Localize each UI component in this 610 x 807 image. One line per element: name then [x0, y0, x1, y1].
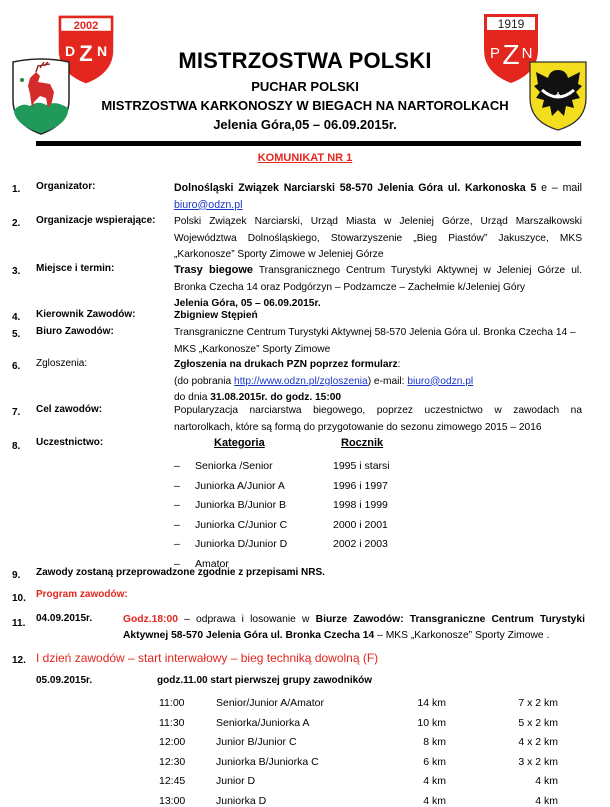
category-year: 1996 i 1997: [333, 479, 388, 492]
dash-bullet: –: [174, 518, 180, 531]
svg-text:N: N: [96, 43, 108, 59]
section-number: 4.: [12, 312, 21, 323]
program-heading: Program zawodów:: [36, 589, 128, 600]
email-link[interactable]: biuro@odzn.pl: [407, 375, 474, 387]
race-laps: 4 km: [535, 795, 558, 807]
race-laps: 7 x 2 km: [518, 697, 558, 709]
value-biuro: Transgraniczne Centrum Turystyki Aktywnej 58-570 Jelenia Góra ul. Bronka Czecha 14 – MKS „Karkonosze” Sporty Zimowe: [174, 327, 576, 355]
section-number: 11.: [12, 618, 26, 629]
race-distance: 4 km: [423, 775, 446, 788]
dzn-year: 2002: [73, 20, 99, 32]
race-laps: 4 km: [535, 775, 558, 788]
race-distance: 14 km: [417, 697, 446, 709]
category-year: 1995 i starsi: [333, 460, 390, 472]
section-number: 8.: [12, 441, 21, 452]
label-organizacje: Organizacje wspierające:: [36, 215, 156, 226]
section-number: 9.: [12, 570, 21, 581]
label-kierownik: Kierownik Zawodów:: [36, 309, 136, 320]
svg-text:P: P: [489, 45, 501, 62]
category-name: Juniorka A/Junior A: [195, 479, 285, 492]
category-name: Amator: [195, 557, 229, 570]
section-number: 7.: [12, 407, 21, 418]
dash-bullet: –: [174, 557, 180, 570]
start-time: 11:00: [159, 697, 185, 709]
value-zgloszenia: Zgłoszenia na drukach PZN poprzez formularz: (do pobrania http://www.odzn.pl/zgloszenia) e-mail: biuro@odzn.pl do dnia 31.08.2015r. do godz. 15:00: [174, 359, 474, 403]
svg-text:Z: Z: [502, 39, 520, 70]
race-category: Juniorka B/Juniorka C: [216, 755, 319, 768]
email-link[interactable]: biuro@odzn.pl: [174, 198, 243, 211]
label-biuro: Biuro Zawodów:: [36, 326, 114, 337]
section-number: 10.: [12, 593, 26, 604]
category-name: Juniorka C/Junior C: [195, 518, 288, 531]
deadline: 31.08.2015r. do godz. 15:00: [210, 392, 342, 403]
value-organizacje: Polski Związek Narciarski, Urząd Miasta w Jeleniej Górze, Urząd Marszałkowski Województwa Dolnośląskiego, Stowarzyszenie „Bieg Piastów” Jakuszyce, MKS „Karkonosze” Sporty Zimowe w Jeleniej Górze: [174, 216, 582, 260]
section-number: 5.: [12, 329, 21, 340]
svg-text:Z: Z: [79, 41, 93, 66]
race-category: Senior/Junior A/Amator: [216, 697, 324, 709]
rules-note: Zawody zostaną przeprowadzone zgodnie z przepisami NRS.: [36, 567, 325, 578]
label-organizator: Organizator:: [36, 181, 96, 192]
section-number: 6.: [12, 361, 21, 372]
subtitle-karkonosze: MISTRZOSTWA KARKONOSZY W BIEGACH NA NARTOROLKACH: [101, 98, 509, 113]
komunikat-heading: KOMUNIKAT NR 1: [257, 152, 353, 164]
column-header-rocznik: Rocznik: [341, 437, 384, 449]
start-time: 12:30: [159, 755, 186, 768]
race-category: Juniorka D: [216, 795, 267, 807]
race-category: Junior D: [216, 775, 256, 788]
zgloszenia-link[interactable]: http://www.odzn.pl/zgloszenia: [234, 375, 368, 387]
svg-text:N: N: [521, 45, 533, 62]
start-time: 12:00: [159, 736, 186, 749]
subtitle-puchar: PUCHAR POLSKI: [251, 79, 359, 94]
day1-start-note: godz.11.00 start pierwszej grupy zawodników: [157, 675, 373, 686]
value-miejsce: Trasy biegowe Transgranicznego Centrum Turystyki Aktywnej w Jeleniej Górze ul. Bronka Czecha 14 oraz Podgórzyn – Podzamcze – Zachełmie k/Jeleniej Góry Jelenia Góra, 05 – 06.09.2015r.: [174, 264, 582, 309]
organizator-name: Dolnośląski Związek Narciarski 58-570 Jelenia Góra ul. Karkonoska 5: [174, 182, 537, 194]
value-kierownik: Zbigniew Stępień: [174, 310, 258, 321]
briefing-info: Godz.18:00 – odprawa i losowanie w Biurze Zawodów: Transgraniczne Centrum Turystyki Aktywnej 58-570 Jelenia Góra ul. Bronka Czecha 14 – MKS „Karkonosze” Sporty Zimowe .: [123, 614, 585, 641]
dash-bullet: –: [174, 460, 180, 472]
race-distance: 6 km: [423, 755, 446, 768]
day1-date: 05.09.2015r.: [36, 675, 93, 686]
race-laps: 4 x 2 km: [518, 736, 558, 749]
svg-text:D: D: [64, 43, 76, 59]
briefing-time: Godz.18:00: [123, 614, 178, 625]
category-year: 2002 i 2003: [333, 538, 388, 550]
label-zgloszenia: Zgloszenia:: [36, 358, 88, 369]
subtitle-date-place: Jelenia Góra,05 – 06.09.2015r.: [213, 117, 397, 132]
day1-heading: I dzień zawodów – start interwałowy – bieg techniką dowolną (F): [36, 651, 379, 665]
section-number: 1.: [12, 184, 21, 195]
category-name: Juniorka B/Junior B: [195, 499, 287, 511]
dash-bullet: –: [174, 538, 180, 550]
race-distance: 4 km: [423, 795, 446, 807]
label-uczestnictwo: Uczestnictwo:: [36, 437, 104, 448]
pzn-year: 1919: [497, 17, 525, 31]
race-category: Seniorka/Juniorka A: [216, 716, 310, 729]
page-title: MISTRZOSTWA POLSKI: [178, 48, 432, 73]
category-year: 1998 i 1999: [333, 499, 388, 511]
section-number: 3.: [12, 266, 21, 277]
dash-bullet: –: [174, 479, 180, 492]
header-divider: [36, 141, 581, 146]
category-name: Seniorka /Senior: [195, 460, 273, 472]
race-laps: 5 x 2 km: [518, 716, 558, 729]
category-name: Juniorka D/Junior D: [195, 538, 288, 550]
dash-bullet: –: [174, 499, 180, 511]
race-distance: 10 km: [417, 716, 446, 729]
briefing-date: 04.09.2015r.: [36, 613, 93, 624]
column-header-kategoria: Kategoria: [214, 437, 265, 449]
value-organizator: Dolnośląski Związek Narciarski 58-570 Jelenia Góra ul. Karkonoska 5 e – mail biuro@odzn.pl: [174, 182, 583, 211]
section-number: 2.: [12, 218, 21, 229]
value-cel: Popularyzacja narciarstwa biegowego, poprzez uczestnictwo w zawodach na nartorolkach, które są formą do przygotowanie do sezonu zimowego 2015 – 2016: [174, 405, 582, 433]
start-time: 11:30: [159, 716, 185, 729]
category-year: 2000 i 2001: [333, 518, 388, 531]
start-time: 13:00: [159, 795, 186, 807]
race-distance: 8 km: [423, 736, 446, 749]
race-category: Junior B/Junior C: [216, 736, 297, 749]
section-number: 12.: [12, 655, 26, 666]
label-miejsce: Miejsce i termin:: [36, 263, 115, 274]
start-time: 12:45: [159, 775, 186, 788]
label-cel: Cel zawodów:: [36, 404, 103, 415]
race-laps: 3 x 2 km: [518, 755, 558, 768]
